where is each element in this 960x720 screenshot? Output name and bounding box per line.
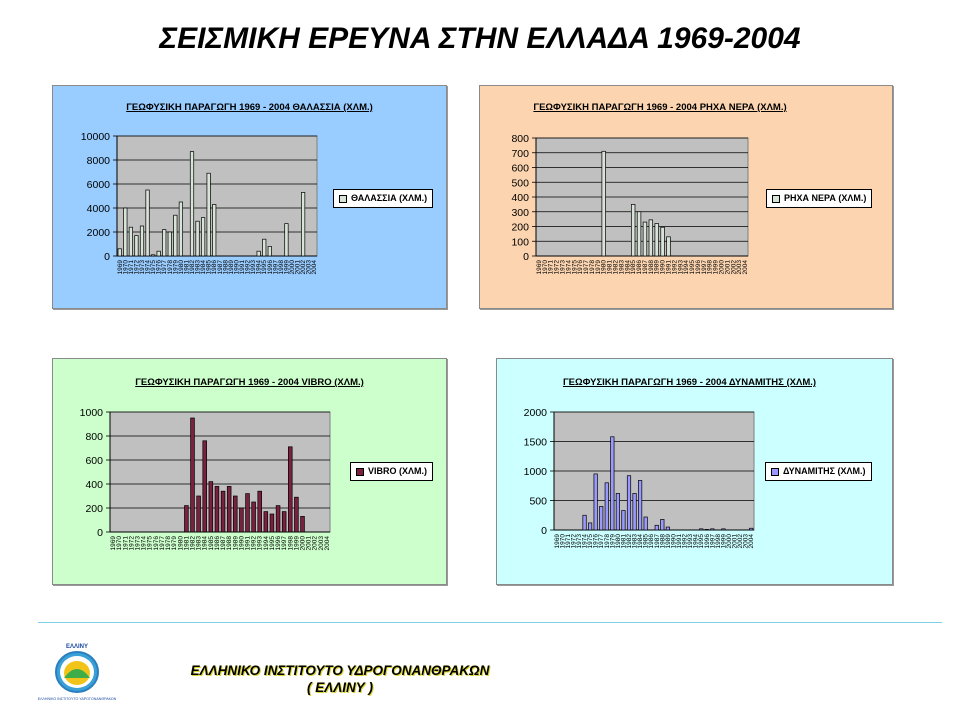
x-tick-label: 1977 [598, 534, 606, 549]
bar [294, 497, 298, 532]
x-tick-label: 1997 [709, 534, 717, 549]
x-tick-label: 2003 [305, 260, 313, 275]
x-tick-label: 1980 [614, 534, 622, 549]
bar [268, 246, 271, 256]
x-tick-label: 1990 [670, 534, 678, 549]
x-tick-label: 1998 [714, 534, 722, 549]
bar [264, 512, 268, 532]
x-tick-label: 1997 [281, 536, 289, 551]
y-tick-label: 100 [511, 236, 529, 249]
y-tick-label: 4000 [86, 203, 110, 215]
x-tick-label: 1970 [541, 260, 549, 275]
bar [124, 208, 127, 256]
x-tick-label: 1999 [283, 260, 291, 275]
footer [130, 662, 550, 696]
bar [285, 224, 288, 256]
chart-legend [766, 189, 872, 208]
y-tick-label: 2000 [86, 227, 110, 239]
x-tick-label: 1997 [700, 260, 708, 275]
x-tick-label: 1972 [128, 536, 136, 551]
chart-legend [350, 462, 433, 481]
bar [588, 523, 591, 530]
x-tick-label: 1981 [183, 536, 191, 551]
x-tick-label: 1980 [600, 260, 608, 275]
x-tick-label: 1975 [150, 260, 158, 275]
bar [611, 437, 614, 530]
x-tick-label: 1971 [564, 534, 572, 549]
x-tick-label: 1981 [620, 534, 628, 549]
x-tick-label: 2002 [730, 260, 738, 275]
x-tick-label: 1971 [122, 536, 130, 551]
legend-swatch [771, 468, 779, 476]
bar [203, 441, 207, 532]
x-tick-label: 1997 [272, 260, 280, 275]
y-tick-label: 0 [541, 525, 547, 537]
bar [301, 516, 305, 532]
x-tick-label: 1975 [587, 534, 595, 549]
x-tick-label: 1982 [626, 534, 633, 549]
y-tick-label: 500 [511, 177, 529, 190]
bar [190, 152, 193, 256]
x-tick-label: 1978 [603, 534, 611, 549]
bar [638, 480, 641, 530]
x-tick-label: 1996 [275, 536, 283, 551]
x-tick-label: 1979 [171, 536, 179, 551]
x-tick-label: 1990 [659, 260, 667, 275]
x-tick-label: 1983 [195, 536, 203, 551]
x-tick-label: 1992 [671, 260, 679, 275]
chart-panel-vibro [52, 358, 447, 585]
footer-institute-name: ΕΛΛΗΝΙΚΟ ΙΝΣΤΙΤΟΥΤΟ ΥΔΡΟΓΟΝΑΝΘΡΑΚΩΝ [190, 663, 490, 678]
y-tick-label: 8000 [86, 155, 110, 167]
bar [616, 493, 619, 530]
x-tick-label: 1977 [161, 260, 169, 275]
bar [711, 529, 714, 530]
x-tick-label: 2000 [718, 260, 726, 275]
x-tick-label: 1973 [576, 534, 583, 549]
bar [252, 502, 256, 532]
x-tick-label: 1985 [207, 536, 215, 551]
legend-label: ΔΥΝΑΜΙΤΗΣ (ΧΛΜ.) [783, 466, 866, 476]
x-tick-label: 1986 [213, 536, 221, 551]
x-tick-label: 1988 [659, 534, 667, 549]
bar [705, 529, 708, 530]
bar [633, 493, 636, 530]
x-tick-label: 1970 [559, 534, 567, 549]
x-tick-label: 1970 [122, 260, 130, 275]
x-tick-label: 2003 [317, 536, 325, 551]
x-tick-label: 1973 [139, 260, 146, 275]
x-tick-label: 1993 [250, 260, 258, 275]
x-tick-label: 2001 [305, 536, 313, 551]
x-tick-label: 1986 [636, 260, 644, 275]
bar [301, 192, 304, 256]
x-tick-label: 1978 [165, 536, 173, 551]
x-tick-label: 1985 [642, 534, 650, 549]
x-tick-label: 1995 [261, 260, 269, 275]
y-tick-label: 400 [511, 192, 529, 204]
x-tick-label: 1993 [687, 534, 695, 549]
bar [209, 482, 213, 532]
x-tick-label: 1998 [277, 260, 285, 275]
bar [258, 491, 262, 532]
x-tick-label: 1981 [183, 260, 191, 275]
x-tick-label: 1995 [698, 534, 706, 549]
chart-legend [765, 462, 872, 481]
x-tick-label: 1998 [706, 260, 714, 275]
x-tick-label: 1986 [648, 534, 656, 549]
x-tick-label: 1984 [637, 534, 645, 549]
bar [655, 224, 659, 256]
x-tick-label: 1982 [189, 260, 196, 275]
y-tick-label: 2000 [523, 407, 547, 419]
legend-swatch [356, 468, 364, 476]
x-tick-label: 1988 [222, 260, 230, 275]
x-tick-label: 1994 [262, 536, 270, 551]
bar [600, 506, 603, 530]
y-tick-label: 700 [511, 147, 529, 160]
x-tick-label: 1971 [547, 260, 555, 275]
x-tick-label: 2003 [742, 534, 750, 549]
x-tick-label: 1998 [287, 536, 295, 551]
x-tick-label: 1980 [177, 260, 185, 275]
x-tick-label: 1996 [703, 534, 711, 549]
x-tick-label: 2004 [748, 534, 756, 549]
x-tick-label: 2004 [311, 260, 319, 275]
y-tick-label: 200 [85, 503, 103, 515]
bar [637, 212, 641, 256]
x-tick-label: 1975 [571, 260, 579, 275]
x-tick-label: 1982 [612, 260, 620, 275]
bar [239, 508, 243, 532]
x-tick-label: 1992 [250, 536, 258, 551]
bar [644, 517, 647, 530]
x-tick-label: 1972 [570, 534, 578, 549]
x-tick-label: 1989 [232, 536, 240, 551]
bar [157, 251, 160, 256]
x-tick-label: 1992 [244, 260, 252, 275]
x-tick-label: 1973 [559, 260, 567, 275]
bar [722, 529, 725, 530]
legend-swatch [772, 195, 780, 203]
chart-title: ΓΕΩΦΥΣΙΚΗ ΠΑΡΑΓΩΓΗ 1969 - 2004 ΔΥΝΑΜΙΤΗΣ (ΧΛΜ.) [562, 377, 817, 388]
y-tick-label: 400 [85, 479, 103, 491]
x-tick-label: 1991 [244, 536, 252, 551]
chart-title: ΓΕΩΦΥΣΙΚΗ ΠΑΡΑΓΩΓΗ 1969 - 2004 VIBRO (ΧΛΜ.) [135, 377, 364, 388]
y-tick-label: 600 [85, 455, 103, 467]
x-tick-label: 1999 [293, 536, 301, 551]
bar [263, 239, 266, 256]
chart-legend [333, 189, 433, 208]
legend-label: VIBRO (ΧΛΜ.) [368, 466, 428, 476]
chart-panel-sea [52, 85, 447, 309]
x-tick-label: 1977 [158, 536, 166, 551]
y-tick-label: 0 [523, 251, 529, 263]
x-tick-label: 1994 [683, 260, 691, 275]
bar [135, 236, 138, 256]
x-tick-label: 1977 [583, 260, 591, 275]
x-tick-label: 1976 [152, 536, 160, 551]
x-tick-label: 1989 [653, 260, 661, 275]
x-tick-label: 1978 [588, 260, 596, 275]
bar [140, 226, 143, 256]
x-tick-label: 1972 [133, 260, 141, 275]
bar [191, 418, 195, 532]
y-tick-label: 800 [85, 431, 103, 443]
y-tick-label: 0 [97, 527, 103, 539]
x-tick-label: 2004 [742, 260, 750, 275]
y-tick-label: 800 [511, 133, 529, 145]
bar [246, 494, 250, 532]
x-tick-label: 1980 [177, 536, 185, 551]
bar [700, 529, 703, 530]
legend-label: ΡΗΧΑ ΝΕΡΑ (ΧΛΜ.) [784, 193, 867, 203]
bar [146, 190, 149, 256]
x-tick-label: 1996 [266, 260, 274, 275]
bar [288, 447, 292, 532]
bar [631, 204, 635, 256]
x-tick-label: 1986 [211, 260, 219, 275]
chart-title: ΓΕΩΦΥΣΙΚΗ ΠΑΡΑΓΩΓΗ 1969 - 2004 ΘΑΛΑΣΣΙΑ (ΧΛΜ.) [126, 102, 373, 113]
x-tick-label: 1976 [577, 260, 585, 275]
footer-abbreviation: ( ΕΛΛΙΝΥ ) [306, 680, 373, 695]
bar [233, 496, 237, 532]
x-tick-label: 1973 [134, 536, 142, 551]
x-tick-label: 1991 [665, 260, 673, 275]
x-tick-label: 1978 [166, 260, 174, 275]
x-tick-label: 1994 [255, 260, 263, 275]
y-tick-label: 1000 [523, 466, 547, 478]
bar [215, 486, 219, 532]
x-tick-label: 2001 [294, 260, 302, 275]
x-tick-label: 1990 [233, 260, 241, 275]
bar [602, 151, 606, 256]
bar [213, 204, 216, 256]
bar [643, 222, 647, 256]
bar [163, 230, 166, 256]
x-tick-label: 1995 [689, 260, 697, 275]
x-tick-label: 1993 [256, 536, 264, 551]
y-tick-label: 0 [104, 251, 110, 263]
logo-text-top: ΕΛΛΙΝΥ [65, 644, 89, 650]
y-tick-label: 600 [511, 162, 529, 175]
x-tick-label: 1989 [227, 260, 235, 275]
x-tick-label: 1982 [189, 536, 197, 551]
chart-panel-dynamite [496, 358, 893, 585]
bar [655, 525, 658, 530]
bar [207, 173, 210, 256]
x-tick-label: 1996 [694, 260, 702, 275]
y-tick-label: 500 [529, 495, 547, 508]
bar [667, 237, 671, 256]
x-tick-label: 1974 [565, 260, 573, 275]
x-tick-label: 1994 [692, 534, 700, 549]
y-tick-label: 10000 [80, 131, 110, 143]
y-tick-label: 200 [511, 221, 529, 234]
x-tick-label: 2001 [731, 534, 739, 549]
bar [151, 255, 154, 256]
x-tick-label: 1999 [712, 260, 720, 275]
x-tick-label: 1969 [110, 536, 118, 551]
y-tick-label: 6000 [86, 179, 110, 191]
x-tick-label: 1972 [553, 260, 561, 275]
x-tick-label: 1985 [205, 260, 213, 275]
bar [276, 506, 280, 532]
logo-text-bottom: ΕΛΛΗΝΙΚΟ ΙΝΣΤΙΤΟΥΤΟ ΥΔΡΟΓΟΝΑΝΘΡΑΚΩΝ [38, 697, 116, 701]
x-tick-label: 1969 [116, 260, 124, 275]
bar [257, 251, 260, 256]
bar [221, 491, 225, 532]
bar [174, 215, 177, 256]
bar [196, 221, 199, 256]
legend-swatch [339, 195, 347, 203]
x-tick-label: 1987 [641, 260, 649, 275]
x-tick-label: 1971 [127, 260, 135, 275]
x-tick-label: 2002 [737, 534, 745, 549]
x-tick-label: 1993 [677, 260, 685, 275]
bar [750, 528, 753, 530]
bar [168, 232, 171, 256]
chart-panel-shallow-water [479, 85, 893, 309]
bar [270, 514, 274, 532]
x-tick-label: 2002 [300, 260, 308, 275]
x-tick-label: 2001 [724, 260, 732, 275]
x-tick-label: 2004 [323, 536, 331, 551]
x-tick-label: 1999 [720, 534, 728, 549]
x-tick-label: 1987 [653, 534, 661, 549]
x-tick-label: 1976 [592, 534, 600, 549]
x-tick-label: 1991 [676, 534, 683, 549]
bar [118, 249, 121, 256]
x-tick-label: 1983 [631, 534, 639, 549]
bar [622, 511, 625, 530]
x-tick-label: 1974 [144, 260, 152, 275]
x-tick-label: 1989 [664, 534, 672, 549]
bar [197, 496, 201, 532]
x-tick-label: 2000 [289, 260, 296, 275]
x-tick-label: 1988 [226, 536, 234, 551]
bar [227, 486, 231, 532]
bar [627, 476, 630, 530]
bar [129, 227, 132, 256]
bar [666, 527, 669, 530]
bar [605, 483, 608, 530]
x-tick-label: 1974 [581, 534, 589, 549]
x-tick-label: 1976 [155, 260, 163, 275]
x-tick-label: 1969 [535, 260, 543, 275]
divider-line [38, 622, 942, 623]
x-tick-label: 1979 [609, 534, 617, 549]
x-tick-label: 2003 [736, 260, 744, 275]
institute-logo [38, 640, 116, 710]
x-tick-label: 1985 [630, 260, 638, 275]
y-tick-label: 300 [511, 206, 529, 219]
x-tick-label: 1995 [268, 536, 276, 551]
x-tick-label: 1990 [238, 536, 246, 551]
bar [594, 474, 597, 530]
x-tick-label: 1975 [146, 536, 154, 551]
x-tick-label: 1983 [194, 260, 202, 275]
legend-label: ΘΑΛΑΣΣΙΑ (ΧΛΜ.) [351, 193, 428, 203]
y-tick-label: 1000 [79, 407, 103, 419]
x-tick-label: 1988 [647, 260, 655, 275]
y-tick-label: 1500 [523, 436, 547, 449]
x-tick-label: 1984 [200, 260, 208, 275]
x-tick-label: 1979 [594, 260, 602, 275]
bar [649, 220, 653, 256]
x-tick-label: 1979 [172, 260, 180, 275]
x-tick-label: 2000 [726, 534, 733, 549]
x-tick-label: 1981 [606, 260, 614, 275]
bar [282, 512, 286, 532]
bar [184, 506, 188, 532]
x-tick-label: 2000 [299, 536, 307, 551]
x-tick-label: 1992 [681, 534, 689, 549]
bar [179, 202, 182, 256]
x-tick-label: 1983 [618, 260, 626, 275]
x-tick-label: 1970 [116, 536, 124, 551]
x-tick-label: 2002 [311, 536, 319, 551]
bar [661, 227, 665, 256]
x-tick-label: 1984 [201, 536, 209, 551]
x-tick-label: 1974 [140, 536, 148, 551]
chart-title: ΓΕΩΦΥΣΙΚΗ ΠΑΡΑΓΩΓΗ 1969 - 2004 ΡΗΧΑ ΝΕΡΑ (ΧΛΜ.) [533, 102, 787, 113]
x-tick-label: 1984 [624, 260, 632, 275]
x-tick-label: 1969 [553, 534, 561, 549]
x-tick-label: 1987 [220, 536, 228, 551]
x-tick-label: 1991 [239, 260, 246, 275]
bar [201, 218, 204, 256]
bar [661, 519, 664, 530]
bar [583, 515, 586, 530]
page-title: ΣΕΙΣΜΙΚΗ ΕΡΕΥΝΑ ΣΤΗΝ ΕΛΛΑΔΑ 1969-2004 [159, 22, 801, 55]
x-tick-label: 1987 [216, 260, 224, 275]
